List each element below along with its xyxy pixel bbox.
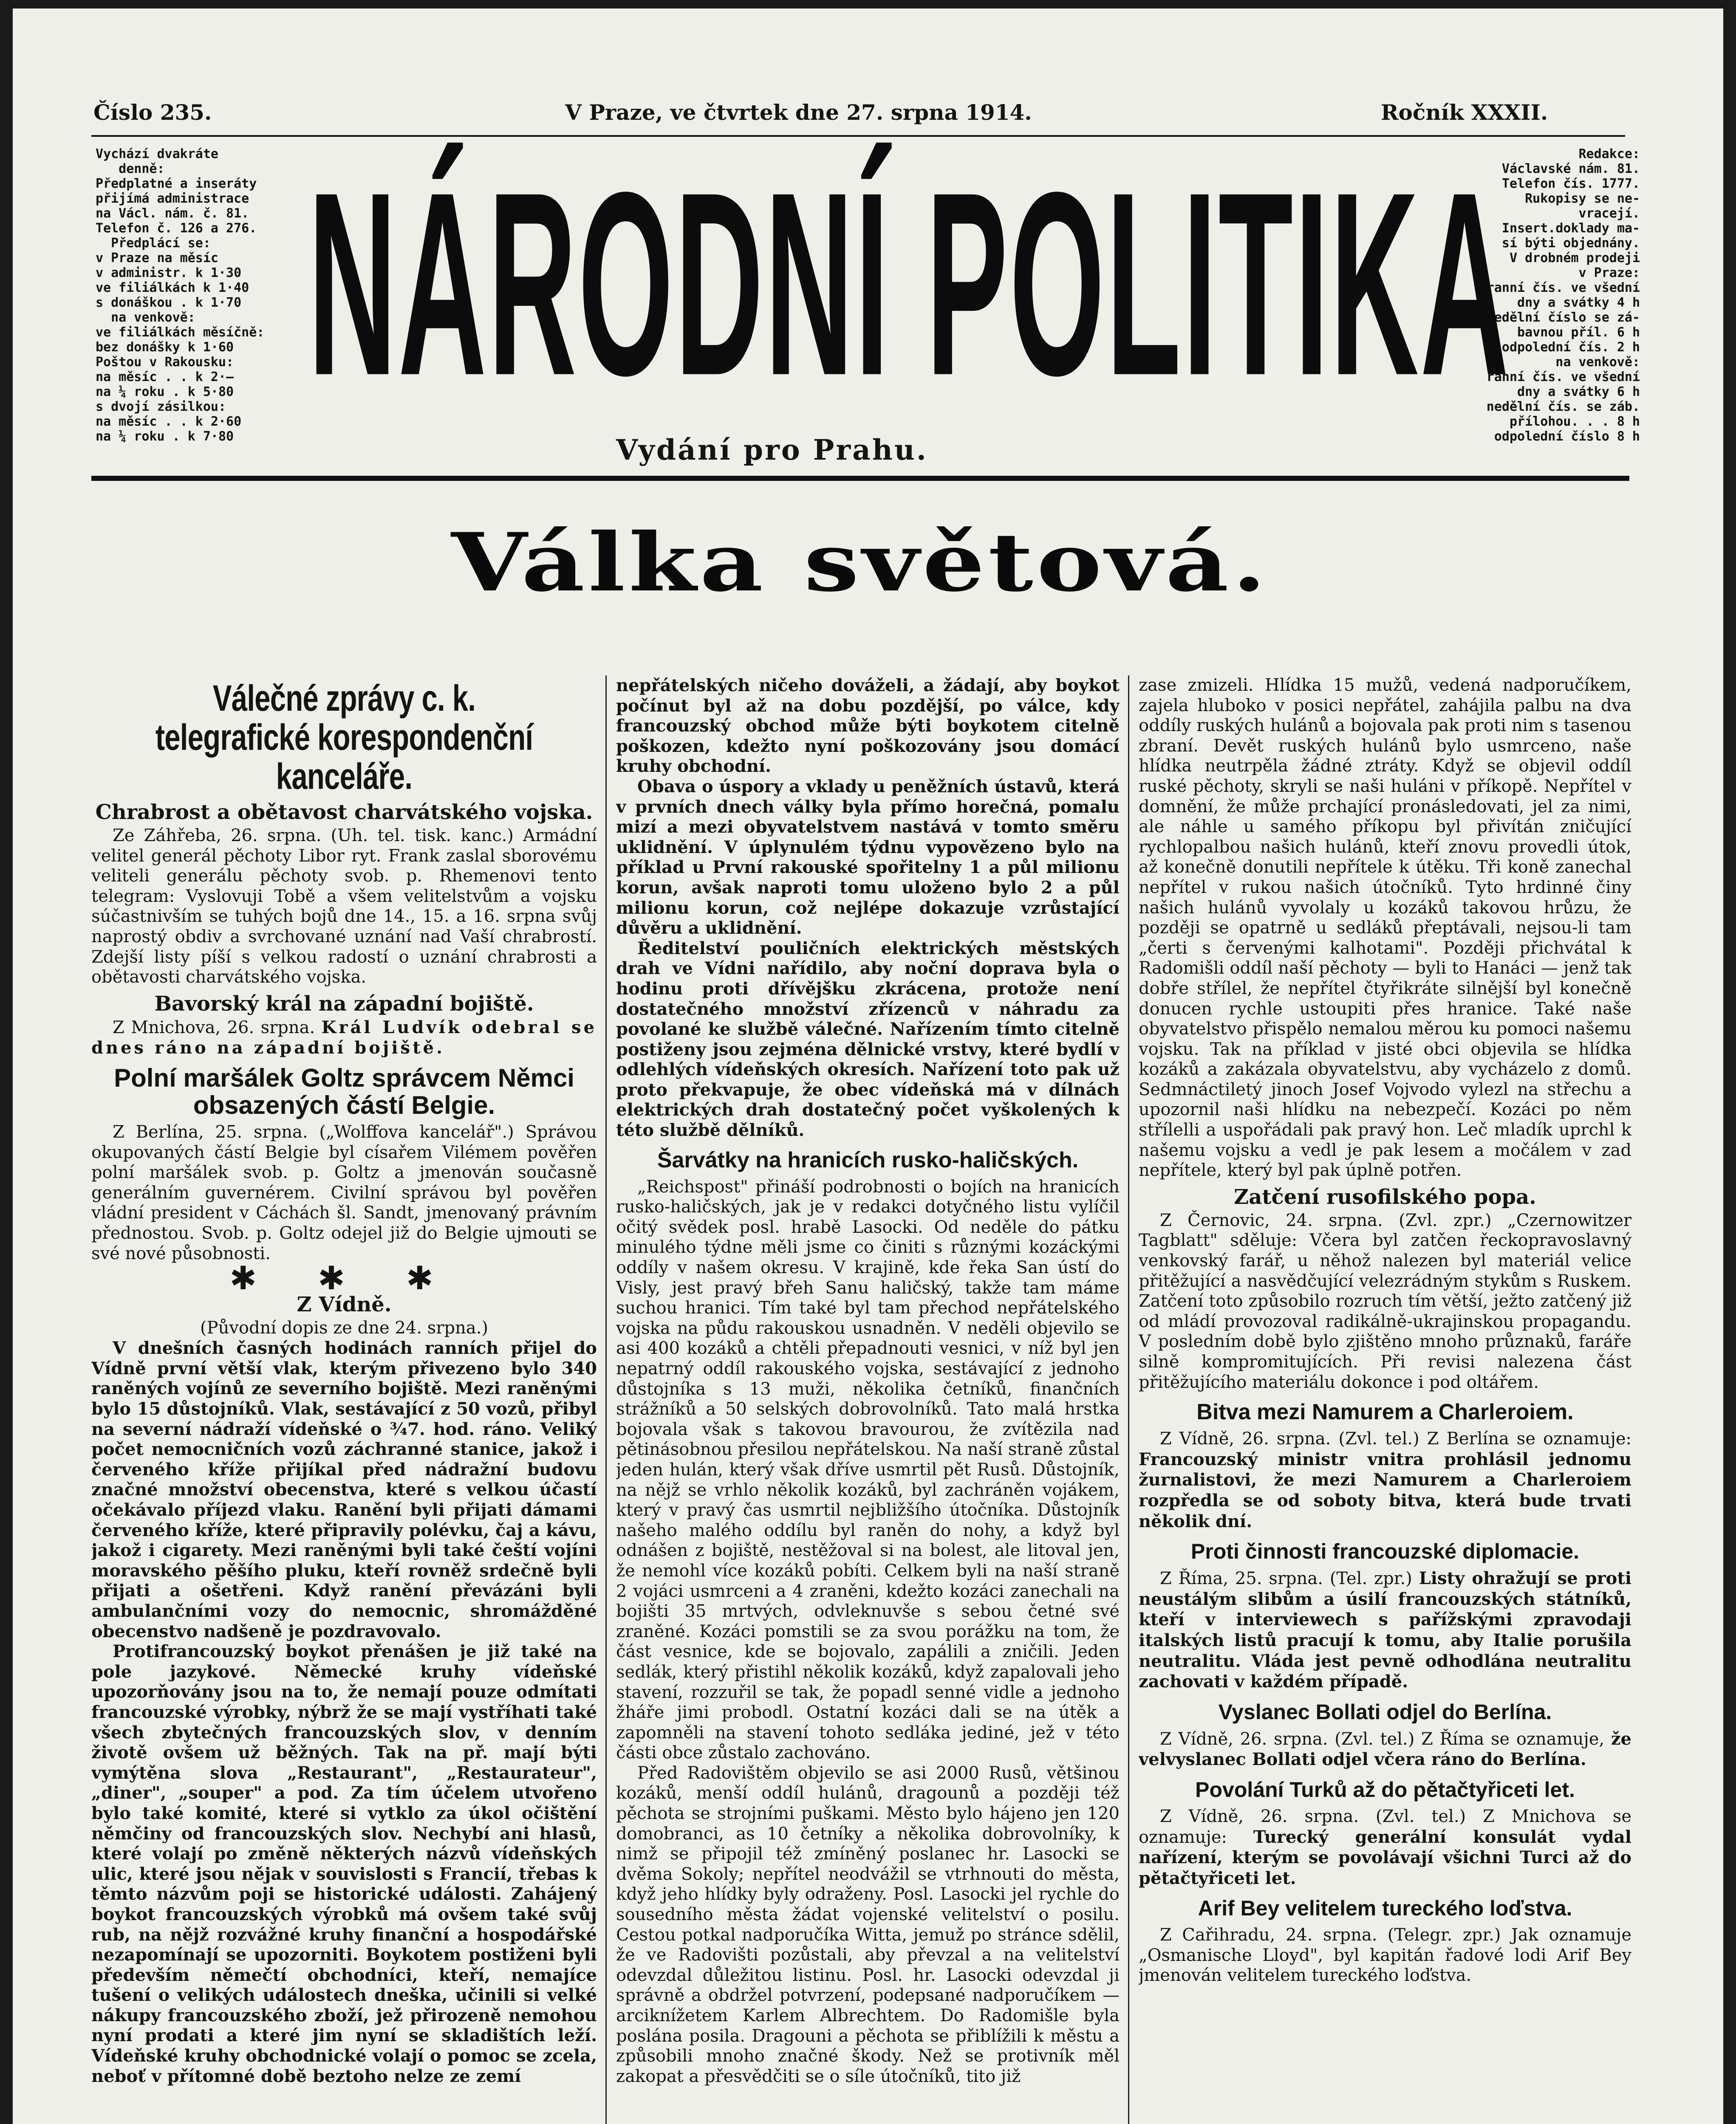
newspaper-title: NÁRODNÍ POLITIKA — [308, 137, 1510, 430]
article-paragraph: Protifrancouzský boykot přenášen je již také na pole jazykové. Německé kruhy vídeňské upozorňovány jsou na to, že nemají pouze odmítati francouzské výrobky, nýbrž že se mají vystříhati také všech zbytečných francouzských slov, v denním životě ovšem už běžných. Tak na př. mají býti vymýtěna slova „Restaurant", „Restaurateur", „diner", „souper" a pod. Za tím účelem utvořeno bylo také komité, které si vytklo za úkol očištění němčiny od francouzských slov. Nechybí ani hlasů, které volají po změně některých názvů vídeňských ulic, které jsou nějak v souvislosti s Francií, třebas k těmto názvům poji se historické události. Zahájený boykot francouzských výrobků má ovšem také svůj rub, na nějž rozvážné kruhy finanční a hospodářské nezapomínají se upozorniti. Boykotem postiženi byli především němečtí obchodníci, kteří, nemajíce tušení o velikých událostech dneška, učinili si velké nákupy francouzského zboží, jež přirozeně nemohou nyní prodati a které jim nyní se skladištích leží. Vídeňské kruhy obchodnické volají o pomoc se zcela, neboť v přítomné době beztoho nelze ze zemí — [91, 1641, 597, 2086]
article-paragraph — [1139, 1429, 1631, 1532]
dateline-text: Z Vídně, 26. srpna. (Zvl. tel.) Z Berlína se oznamuje: — [1160, 1429, 1631, 1449]
newspaper-page — [13, 8, 1723, 2124]
volume: Ročník XXXII. — [1381, 100, 1548, 125]
bold-text: Král Ludvík odebral se dnes ráno na západní bojiště. — [91, 1017, 597, 1058]
article-paragraph — [91, 1017, 597, 1059]
column-1 — [91, 675, 597, 2124]
article-paragraph — [1139, 1729, 1631, 1770]
column-separator — [1128, 675, 1129, 2124]
article-paragraph: Obava o úspory a vklady u peněžních ústavů, která v prvních dnech války byla přímo horečná, pomalu mizí a mezi obyvatelstvem nastává v tomto směru uklidnění. V úplynulém týdnu vypovězeno bylo na příklad u První rakouské spořitelny 1 a půl milionu korun, avšak naproti tomu uloženo bylo 2 a půl milionu korun, což nejlépe dokazuje vzrůstající důvěru a uklidnění. — [616, 776, 1120, 938]
article-paragraph: Z Černovic, 24. srpna. (Zvl. zpr.) „Czernowitzer Tagblatt" sděluje: Včera byl zatčen řeckopravoslavný venkovský farář, u něhož nalezen byl materiál velice přitěžující a nasvědčující velezrádným stykům s Ruskem. Zatčení toto způsobilo rozruch tím větší, ježto zatčený již od mládí provozoval radikálně-ukrajinskou propagandu. V posledním době bylo zjištěno mnoho průznaků, faráře silně kompromitujících. Při revisi nalezena část přitěžujícího materiálu dokonce i pod oltářem. — [1139, 1210, 1631, 1392]
article-paragraph: Před Radovištěm objevilo se asi 2000 Rusů, většinou kozáků, menší oddíl hulánů, dragounů a později též pěchota se strojními puškami. Město bylo hájeno jen 120 domobranci, as 10 četníky a několika dobrovolníky, k nimž se připojil též zmíněný poslanec hr. Lasocki se dvěma Sokoly; nepřítel neodvážil se vtrhnouti do města, když jeho hlídky byly odraženy. Posl. Lasocki jel rychle do sousedního města žádat vojenské velitelství o posilu. Cestou potkal nadporučíka Witta, jemuž po stránce sdělil, že ve Radovišti pozůstali, aby převzal a na velitelství odevzdal důležitou listinu. Posl. hr. Lasocki odevzdal ji správně a obdržel potvrzení, podepsané nadporučíkem — arciknížetem Karlem Albrechtem. Do Radomišle byla poslána posila. Dragouni a pěchota se přiblížili k městu a způsobili mnoho značné škody. Než se protivník měl zakopat a přesvědčiti se o síle útočníků, tito již — [616, 1763, 1120, 2086]
masthead-bottom-rule — [91, 476, 1629, 481]
article-paragraph: „Reichspost" přináší podrobnosti o bojích na hranicích rusko-haličských, jak je v redakci dotyčného listu vylíčil očitý svědek posl. hrabě Lasocki. Od neděle do pátku minulého týdne měli jsme co činiti s různými kozáckými oddíly v našem okresu. V krajině, kde řeka San ústí do Visly, jest pravý břeh Sanu haličský, takže tam máme suchou hranici. Tím také byl tam přechod nepřátelského vojska na půdu rakouskou usnadněn. V neděli objevilo se asi 400 kozáků a chtěli přepadnouti vesnici, v níž byl jen nepatrný oddíl rakouského vojska, sestávající z jednoho důstojníka s 13 muži, několika četníků, finančních strážníků a 50 selských dobrovolníků. Tato malá hrstka bojovala však s takovou bravourou, že zvítězila nad pětinásobnou přesilou nepřátelskou. Na naší straně zůstal jeden hulán, který však dříve usmrtil pět Rusů. Důstojník, na nějž se vrhlo několik kozáků, byl zachráněn vojákem, který v pravý čas usmrtil nejbližšího útočníka. Důstojník našeho malého oddílu byl raněn do nohy, a když byl odnášen z bojiště, nestěžoval si na bolest, ale litoval jen, že nemohl více kozáků pobíti. Celkem byli na naší straně 2 vojáci usmrceni a 4 zraněni, kdežto kozáci zanechali na bojišti 35 mrtvých, odvleknuvše s sebou četné své zraněné. Kozáci pomstili se za svou porážku na tom, že část vesnice, kde se bojovalo, zapálili a zničili. Jeden sedlák, který přistihl několik kozáků, když zapalovali jeho stavení, rozzuřil se tak, že popadl senné vidle a jednoho žháře jimi probodl. Ostatní kozáci dali se na útěk a zapomněli na stavení tohoto sedláka jediné, jež v této části obce zůstalo zachováno. — [616, 1177, 1120, 1763]
article-paragraph: Z Cařihradu, 24. srpna. (Telegr. zpr.) Jak oznamuje „Osmanische Lloyd", byl kapitán řadové lodi Arif Bey jmenován velitelem tureckého loďstva. — [1139, 1925, 1631, 1986]
article-paragraph: Z Berlína, 25. srpna. („Wolffova kancelář".) Správou okupovaných částí Belgie byl císařem Vilémem pověřen polní maršálek svob. p. Goltz a jmenován současně generálním guvernérem. Civilní správou byl pověřen vládní president v Cáchách šl. Sandt, jmenovaný právním přednostou. Svob. p. Goltz odejel již do Belgie ujmouti se své nové působnosti. — [91, 1122, 597, 1263]
article-paragraph: V dnešních časných hodinách ranních přijel do Vídně první větší vlak, kterým přivezeno bylo 340 raněných vojínů ze severního bojiště. Mezi raněnými bylo 15 důstojníků. Vlak, sestávající z 50 vozů, přibyl na severní nádraží vídeňské o ¾7. hod. ráno. Veliký počet nemocničních vozů záchranné stanice, jakož i červeného kříže přijíkal před nádražní budovu značné množství obecenstva, které s velkou účastí očekávalo příjezd vlaku. Ranění byli přijati dámami červeného kříže, které připravily polévku, čaj a kávu, jakož i cigarety. Mezi raněnými byli také čeští vojíni moravského pěšího pluku, kteří rovněž srdečně byli přijati a ošetřeni. Když ranění převázáni byli ambulančními vozy do nemocnic, shromážděné obecenstvo nadšeně je pozdravovalo. — [91, 1338, 597, 1641]
article-paragraph: zase zmizeli. Hlídka 15 mužů, vedená nadporučíkem, zajela hluboko v posici nepřátel, zahájila palbu na dva oddíly ruských hulánů a bojovala pak proti nim s tasenou zbraní. Devět ruských hulánů bylo usmrceno, naše hlídka neutrpěla žádné ztráty. Když se objevil oddíl ruské pěchoty, skryli se naši huláni v příkopě. Nepřítel v domnění, že může prchající pronásledovati, jel za nimi, ale náhle u samého příkopu byl přivítán zničující rychlopalbou našich hulánů, kteří znovu provedli útok, až konečně donutili nepřítele k útěku. Tři koně zanechal nepřítel v rukou našich útočníků. Tyto hrdinné činy našich hulánů vyvolaly u kozáků takovou hrůzu, že později se opatrně u sedláků přeptávali, nejsou-li tam „čerti s červenými kalhotami". Později přichvátal k Radomišli oddíl naší pěchoty — byli to Hanáci — jenž tak dobře střílel, že nepřítel čtyřikráte silnější byl konečně donucen rychle ustoupiti přes hranice. Také naše obyvatelstvo přispělo nemalou měrou ku pomoci našemu vojsku. Tak na příklad v jisté obci objevila se hlídka kozáků a zakázala obyvatelstvu, aby vycházelo z domů. Sedmnáctiletý jinoch Josef Vojvodo vylezl na střechu a upozornil naši hlídku na nebezpečí. Kozáci po něm střílelli a uspořádali pak pravý hon. Leč mladík uprchl k našemu vojsku a vedl je pak lesem a močálem v zad nepřítele, který byl pak úplně potřen. — [1139, 675, 1631, 1181]
article-paragraph: nepřátelských ničeho dováželi, a žádají, aby boykot počínut byl až na dobu pozdější, po válce, kdy francouzský obchod může býti boykotem citelně poškozen, kdežto nyní poškozovány jsou domácí kruhy obchodní. — [616, 675, 1120, 777]
article-headline: Povolání Turků až do pětačtyřiceti let. — [1195, 1777, 1575, 1802]
article-headline: Válečné zprávy c. k. telegrafické korespondenční kanceláře. — [155, 678, 533, 797]
nameplate-wrap — [285, 137, 1510, 459]
dateline-text: Z Vídně, 26. srpna. (Zvl. tel.) Z Říma se oznamuje, — [1160, 1729, 1605, 1749]
edition-label: Vydání pro Prahu. — [616, 433, 928, 466]
banner-headline: Válka světová. — [451, 515, 1270, 610]
banner-wrap — [91, 515, 1629, 620]
issue-number: Číslo 235. — [93, 100, 212, 125]
article-headline: Vyslanec Bollati odjel do Berlína. — [1218, 1700, 1552, 1724]
column-2 — [616, 675, 1120, 2124]
column-3 — [1139, 675, 1631, 2124]
bold-text: Listy ohražují se proti neustálým slibům a úsilí francouzských státníků, kteří v interviewech s pařížskými zpravodaji italských listů pracují k tomu, aby Italie porušila neutralitu. Vláda jest pevně odhodlána neutralitu zachovati v každém případě. — [1139, 1568, 1631, 1692]
article-headline: Šarvátky na hranicích rusko-haličských. — [657, 1147, 1079, 1172]
masthead-top-rule — [91, 135, 1625, 137]
article-headline: Zatčení rusofilského popa. — [1234, 1185, 1536, 1209]
article-paragraph: Ze Záhřeba, 26. srpna. (Uh. tel. tisk. kanc.) Armádní velitel generál pěchoty Libor ryt. Frank zaslal sborovému veliteli generálu pěchoty svob. p. Rhemenovi tento telegram: Vyslovuji Tobě a všem velitelstvům a vojsku súčastnivším se tuhých bojů dne 14., 15. a 16. srpna svůj naprostý obdiv a svrchované uznání nad Vaší chrabrostí. Zdejší listy píší s velkou radostí o uznání chrabrosti a obětavosti charvátského vojska. — [91, 826, 597, 987]
column-separator — [605, 675, 607, 2124]
article-headline: Z Vídně. — [297, 1292, 392, 1316]
subscription-info: Vychází dvakráte denně: Předplatné a inseráty přijímá administrace na Václ. nám. č. 81. Telefon č. 126 a 276. Předplácí se: v Praze na měsíc v administr. k 1·30 ve filiálkách k 1·40 s donáškou . k 1·70 na venkově: ve filiálkách měsíčně: bez donášky k 1·60 Poštou v Rakousku: na měsíc . . k 2·— na ¼ roku . k 5·80 s dvojí zásilkou: na měsíc . . k 2·60 na ¼ roku . k 7·80 — [96, 147, 265, 444]
editorial-info: Redakce: Václavské nám. 81. Telefon čís. 1777. Rukopisy se ne- vracejí. Insert.doklady ma- sí býti objednány. V drobném prodeji v Praze: ranní čís. ve všední dny a svátky 4 h nedělní číslo se zá- bavnou příl. 6 h odpolední čís. 2 h na venkově: ranní čís. ve všední dny a svátky 6 h nedělní čís. se záb. přílohou. . . 8 h odpolední číslo 8 h — [1486, 147, 1640, 444]
dateline-text: Z Říma, 25. srpna. (Tel. zpr.) — [1160, 1569, 1412, 1589]
dateline-text: Z Vídně, 26. srpna. (Zvl. tel.) Z Mnichova se oznamuje: — [1139, 1806, 1631, 1847]
article-paragraph: Ředitelství pouličních elektrických městských drah ve Vídni nařídilo, aby noční doprava byla o hodinu proti dřívějšku zkrácena, protože není dostatečného množství zřízenců v náhradu za povolané ke službě válečné. Nařízením tímto citelně postiženy jsou zejména dělnické vrstvy, které bydlí v odlehlých vídeňských okresích. Nařízení toto pak už proto překvapuje, že obec vídeňská má v dílnách elektrických drah dostatečný počet vyškolených k této službě dělníků. — [616, 938, 1120, 1141]
article-headline: Polní maršálek Goltz správcem Němci obsazených částí Belgie. — [114, 1063, 574, 1119]
article-headline: Bitva mezi Namurem a Charleroiem. — [1196, 1400, 1574, 1425]
bold-text: že velvyslanec Bollati odjel včera ráno do Berlína. — [1139, 1729, 1631, 1770]
bold-text: Francouzský ministr vnitra prohlásil jednomu žurnalistovi, že mezi Namurem a Charleroiem rozpředla se od soboty bitva, která bude trvati několik dní. — [1139, 1449, 1631, 1531]
article-note: (Původní dopis ze dne 24. srpna.) — [200, 1318, 488, 1338]
article-headline: Proti činnosti francouzské diplomacie. — [1190, 1539, 1580, 1564]
article-paragraph — [1139, 1568, 1631, 1692]
article-headline: Bavorský král na západní bojiště. — [154, 991, 534, 1016]
article-subheadline: Chrabrost a obětavost charvátského vojska. — [95, 800, 593, 824]
article-paragraph — [1139, 1807, 1631, 1889]
bold-text: Turecký generální konsulát vydal nařízení, kterým se povolávají všichni Turci až do pětačtyřiceti let. — [1139, 1827, 1631, 1888]
dateline: V Praze, ve čtvrtek dne 27. srpna 1914. — [565, 100, 1032, 125]
article-headline: Arif Bey velitelem tureckého loďstva. — [1198, 1896, 1572, 1921]
section-divider-stars: ✱ ✱ ✱ — [229, 1259, 459, 1297]
dateline-text: Z Mnichova, 26. srpna. — [113, 1017, 315, 1037]
